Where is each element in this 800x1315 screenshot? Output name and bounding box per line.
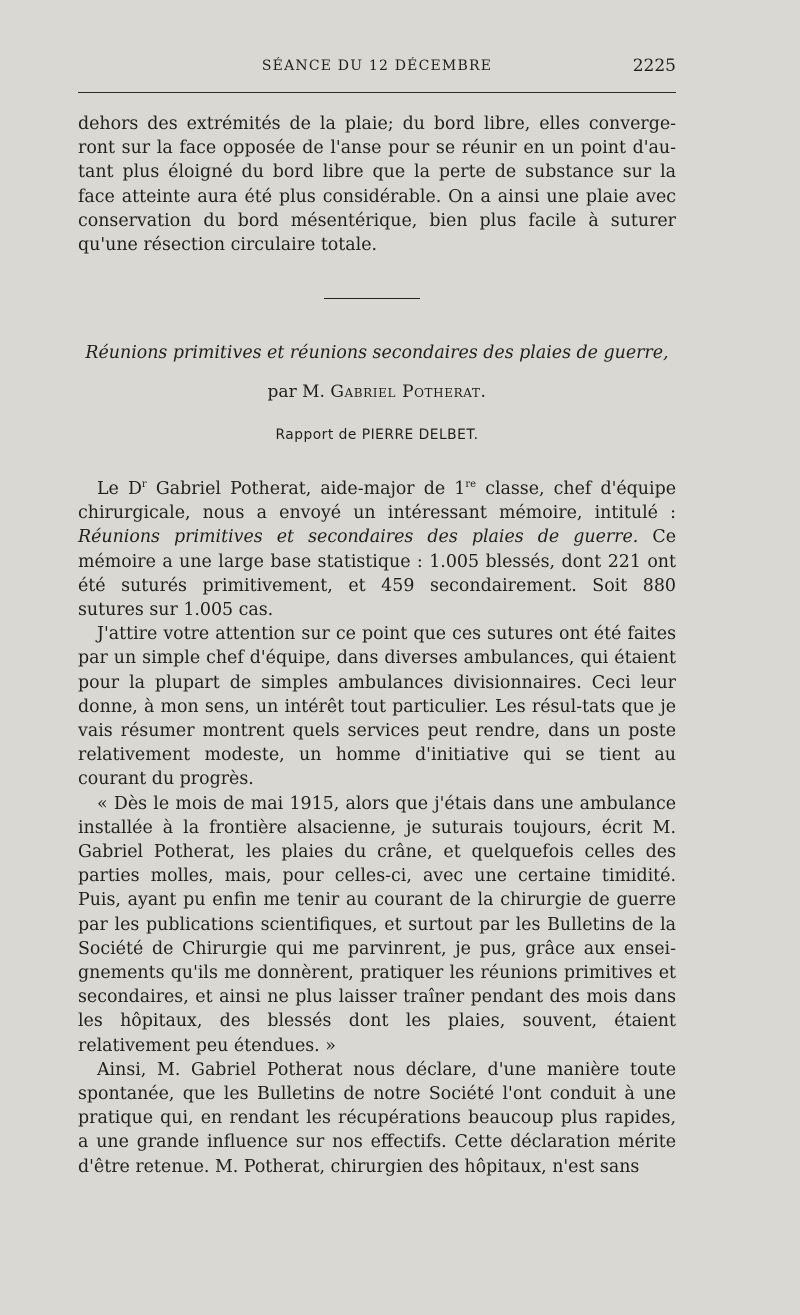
- author-name: Gabriel Potherat.: [330, 382, 487, 402]
- header-rule: [78, 92, 676, 93]
- paragraph-2: J'attire votre attention sur ce point que ces sutures ont été faites par un simple chef d'équipe, dans diverses ambulances, qui étaient pour la plupart de simples ambulances divisionnaires. Ceci leur donne, à mon sens, un intérêt tout particulier. Les résul-tats que je vais résumer montrent quels services peut rendre, dans un poste relativement modeste, un homme d'initiative qui se tient au courant du progrès.: [78, 624, 676, 790]
- page-header: [78, 58, 676, 80]
- byline-prefix: par M.: [267, 382, 325, 402]
- page-number: 2225: [632, 56, 676, 76]
- paragraph-3: « Dès le mois de mai 1915, alors que j'étais dans une ambulance installée à la frontière alsacienne, je suturais toujours, écrit M. Gabriel Potherat, les plaies du crâne, et quelquefois celles des parties molles, mais, pour celles-ci, avec une certaine timidité. Puis, ayant pu enfin me tenir au courant de la chirurgie de guerre par les publications scientifiques, et surtout par les Bulletins de la Société de Chirurgie qui me parvinrent, je pus, grâce aux ensei-gnements qu'ils me donnèrent, pratiquer les réunions primitives et secondaires, et ainsi ne plus laisser traîner pendant des mois dans les hôpitaux, des blessés dont les plaies, souvent, étaient relativement peu étendues. »: [78, 793, 676, 1056]
- report-attribution: Rapport de PIERRE DELBET.: [275, 427, 479, 443]
- p1-memoir-title: Réunions primitives et secondaires des plaies de guerre.: [78, 527, 639, 548]
- p1-end: Ce mémoire a une large base statistique : 1.005 blessés, dont 221 ont été suturés primitivement, et 459 secondairement. Soit 880 sutures sur 1.005 cas.: [78, 527, 676, 621]
- running-title: SÉANCE DU 12 DÉCEMBRE: [261, 58, 493, 74]
- byline: [78, 382, 676, 402]
- continued-paragraph: dehors des extrémités de la plaie; du bord libre, elles converge-ront sur la face opposée de l'anse pour se réunir en un point d'au-tant plus éloigné du bord libre que la perte de substance sur la face atteinte aura été plus considérable. On a ainsi une plaie avec conservation du bord mésentérique, bien plus facile à suturer qu'une résection circulaire totale.: [78, 114, 676, 256]
- article-title: Réunions primitives et réunions secondaires des plaies de guerre,: [85, 343, 669, 363]
- p1-sup-doctor: r: [141, 479, 147, 491]
- paragraph-4: Ainsi, M. Gabriel Potherat nous déclare, d'une manière toute spontanée, que les Bulletins de notre Société l'ont conduit à une pratique qui, en rendant les récupérations beaucoup plus rapides, a une grande influence sur nos effectifs. Cette déclaration mérite d'être retenue. M. Potherat, chirurgien des hôpitaux, n'est sans: [78, 1059, 676, 1177]
- p1-start: Le D: [97, 479, 142, 499]
- continued-text-block: [78, 112, 676, 257]
- section-separator: [324, 298, 420, 299]
- paragraph-1: [78, 477, 676, 622]
- p1-after: classe, chef d'équipe chirurgicale, nous a envoyé un intéressant mémoire, intitulé :: [78, 479, 676, 524]
- article-body: [78, 477, 676, 1179]
- p1-sup-class: re: [465, 479, 477, 491]
- p1-mid: Gabriel Potherat, aide-major de 1: [146, 479, 466, 499]
